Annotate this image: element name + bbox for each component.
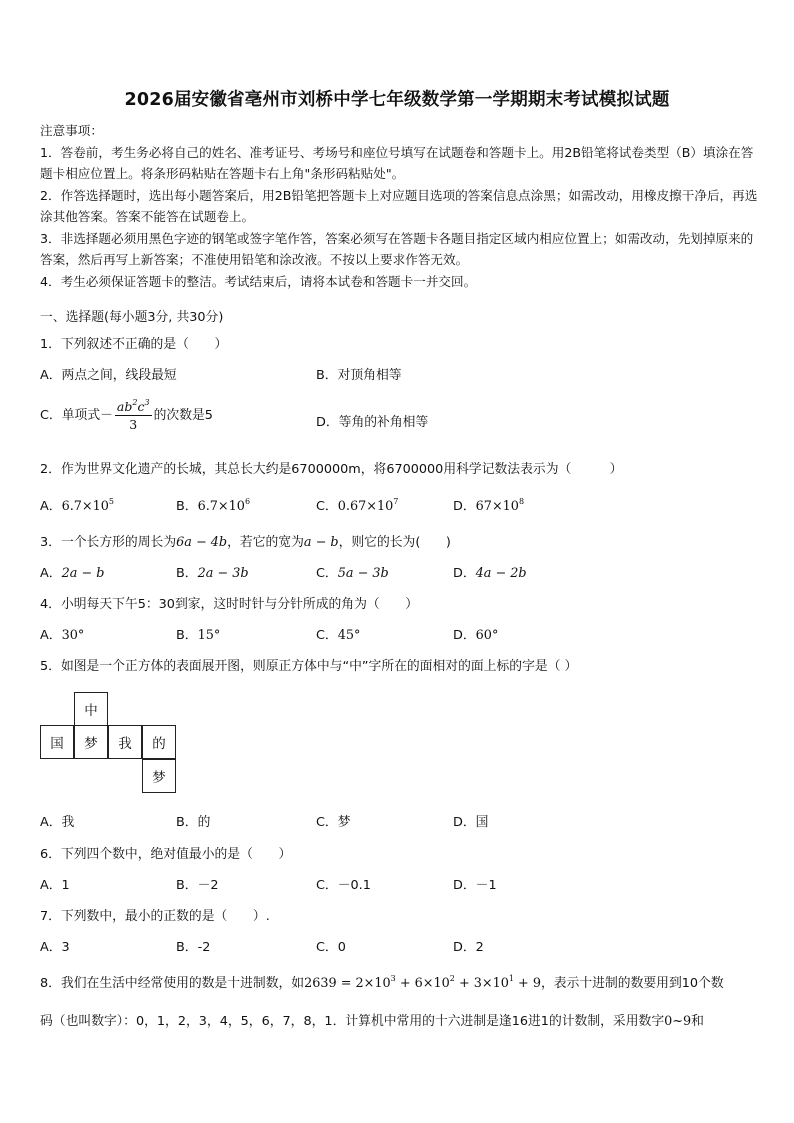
q3-option-a [40, 562, 104, 581]
q3-d-label: D． [453, 566, 476, 581]
q8-line-1 [40, 972, 760, 991]
q3-option-d [453, 562, 527, 581]
q1-exp-1: 2 [132, 398, 138, 407]
q4-d-value: 60° [475, 628, 499, 643]
q3-a-expr: 2a − b [61, 566, 105, 581]
notice-item-3: 3．非选择题必须用黑色字迹的钢笔或签字笔作答，答案必须写在答题卡各题目指定区域内相应位置上；如需改动，先划掉原来的答案，然后再写上新答案；不准使用铅笔和涂改液。不按以上要求作答无效。 [40, 230, 754, 267]
q1-option-d: D．等角的补角相等 [316, 415, 429, 430]
q2-option-d [453, 495, 524, 514]
q7-option-a: A．3 [40, 940, 70, 955]
net-face-meng-1: 梦 [74, 725, 108, 759]
q5-stem: 5．如图是一个正方体的表面展开图，则原正方体中与“中”字所在的面相对的面上标的字是（ ） [40, 659, 578, 674]
q1-exp-2: 3 [144, 398, 150, 407]
notice-item-2: 2．作答选择题时，选出每小题答案后，用2B铅笔把答题卡上对应题目选项的答案信息点涂黑；如需改动，用橡皮擦干净后，再选涂其他答案。答案不能答在试题卷上。 [40, 187, 758, 224]
q6-stem: 6．下列四个数中，绝对值最小的是（ ） [40, 847, 292, 862]
q2-b-label: B． [176, 499, 198, 514]
net-face-zhong: 中 [74, 692, 108, 726]
q3-c-label: C． [316, 566, 338, 581]
q7-option-c: C．0 [316, 940, 346, 955]
q4-b-value: 15° [197, 628, 221, 643]
q4-option-a [40, 624, 84, 643]
q2-d-label: D． [453, 499, 476, 514]
section-heading: 一、选择题(每小题3分, 共30分) [40, 310, 224, 325]
q8-line-2 [40, 1010, 704, 1029]
q1-denominator: 3 [129, 417, 138, 432]
q2-option-a [40, 495, 114, 514]
q1-option-c-tail: 的次数是5 [153, 408, 213, 423]
q8-intro: 8．我们在生活中经常使用的数是十进制数，如 [40, 976, 305, 991]
q8-eq-part-4: + 9 [513, 976, 541, 991]
net-face-guo: 国 [40, 725, 74, 759]
q4-option-d [453, 624, 498, 643]
q2-a-exp: 5 [108, 497, 115, 506]
q5-option-d: D．国 [453, 815, 489, 830]
cube-net-diagram [40, 690, 180, 796]
q4-option-c [316, 624, 360, 643]
q3-option-c [316, 562, 389, 581]
q4-d-label: D． [453, 628, 476, 643]
q8-eq-exp-1: 3 [390, 974, 396, 983]
q2-c-base: 0.67×10 [337, 499, 394, 514]
q8-eq-exp-2: 2 [449, 974, 455, 983]
q3-b-expr: 2a − 3b [197, 566, 249, 581]
notice-heading: 注意事项： [40, 123, 103, 138]
q8-eq-exp-3: 1 [508, 974, 514, 983]
q4-c-value: 45° [337, 628, 361, 643]
q7-option-b: B．-2 [176, 940, 211, 955]
q2-stem: 2．作为世界文化遗产的长城，其总长大约是6700000m，将6700000用科学记数法表示为（ ） [40, 462, 623, 477]
q5-option-c: C．梦 [316, 815, 351, 830]
q1-stem: 1．下列叙述不正确的是（ ） [40, 337, 228, 352]
q3-stem-middle: ，若它的宽为 [227, 535, 304, 550]
q8-line-2-tail: 和 [691, 1014, 704, 1029]
q3-b-label: B． [176, 566, 198, 581]
q2-d-base: 67×10 [475, 499, 519, 514]
q1-option-b: B．对顶角相等 [316, 368, 402, 383]
q1-num-c: c [137, 399, 145, 414]
exam-title: 2026届安徽省亳州市刘桥中学七年级数学第一学期期末考试模拟试题 [124, 90, 670, 110]
q3-stem-end: ，则它的长为( ) [338, 535, 451, 550]
q6-option-c: C．－0.1 [316, 878, 371, 893]
q8-eq-part-2: + 6×10 [395, 976, 450, 991]
q8-equation [304, 976, 541, 991]
q1-option-c [40, 399, 213, 432]
q2-c-label: C． [316, 499, 338, 514]
net-face-de: 的 [142, 725, 176, 759]
q2-d-exp: 8 [518, 497, 525, 506]
q2-a-label: A． [40, 499, 62, 514]
q4-a-label: A． [40, 628, 62, 643]
q2-b-base: 6.7×10 [197, 499, 245, 514]
q8-line-2-text: 码（也叫数字）：0，1，2，3，4，5，6，7，8，1．计算机中常用的十六进制是逢16进1的计数制，采用数字 [40, 1014, 665, 1029]
q8-eq-part-3: + 3×10 [454, 976, 509, 991]
q3-c-expr: 5a − 3b [337, 566, 389, 581]
q8-digit-range: 0~9 [664, 1014, 692, 1029]
q3-d-expr: 4a − 2b [475, 566, 527, 581]
q4-a-value: 30° [61, 628, 85, 643]
q4-c-label: C． [316, 628, 338, 643]
q4-option-b [176, 624, 220, 643]
q3-width-expr: a − b [303, 535, 339, 550]
q1-fraction [115, 399, 152, 432]
notice-item-4: 4．考生必须保证答题卡的整洁。考试结束后，请将本试卷和答题卡一并交回。 [40, 273, 477, 289]
q3-perimeter-expr: 6a − 4b [176, 535, 228, 550]
q2-a-base: 6.7×10 [61, 499, 109, 514]
q2-c-exp: 7 [393, 497, 399, 506]
q2-option-c [316, 495, 398, 514]
q7-option-d: D．2 [453, 940, 484, 955]
q6-option-b: B．－2 [176, 878, 219, 893]
q7-stem: 7．下列数中，最小的正数的是（ ）. [40, 909, 270, 924]
q1-num-base: ab [116, 399, 133, 414]
q3-stem [40, 531, 451, 550]
q3-stem-start: 3．一个长方形的周长为 [40, 535, 177, 550]
q2-b-exp: 6 [244, 497, 251, 506]
q5-option-a: A．我 [40, 815, 75, 830]
q8-intro-tail: ，表示十进制的数要用到10个数 [540, 976, 724, 991]
q8-eq-part-1: 2639 = 2×10 [304, 976, 391, 991]
q6-option-a: A．1 [40, 878, 70, 893]
notice-item-1: 1．答卷前，考生务必将自己的姓名、准考证号、考场号和座位号填写在试题卷和答题卡上。用2B铅笔将试卷类型（B）填涂在答题卡相应位置上。将条形码粘贴在答题卡右上角"条形码粘贴处"。 [40, 144, 754, 181]
q1-option-c-label: C．单项式－ [40, 408, 113, 423]
net-face-meng-2: 梦 [142, 759, 176, 793]
q5-option-b: B．的 [176, 815, 211, 830]
q2-option-b [176, 495, 250, 514]
q3-a-label: A． [40, 566, 62, 581]
q4-stem: 4．小明每天下午5：30到家，这时时针与分针所成的角为（ ） [40, 597, 419, 612]
q6-option-d: D．－1 [453, 878, 497, 893]
q1-option-a: A．两点之间，线段最短 [40, 368, 177, 383]
q3-option-b [176, 562, 249, 581]
net-face-wo: 我 [108, 725, 142, 759]
notice-block [40, 120, 760, 292]
q4-b-label: B． [176, 628, 198, 643]
